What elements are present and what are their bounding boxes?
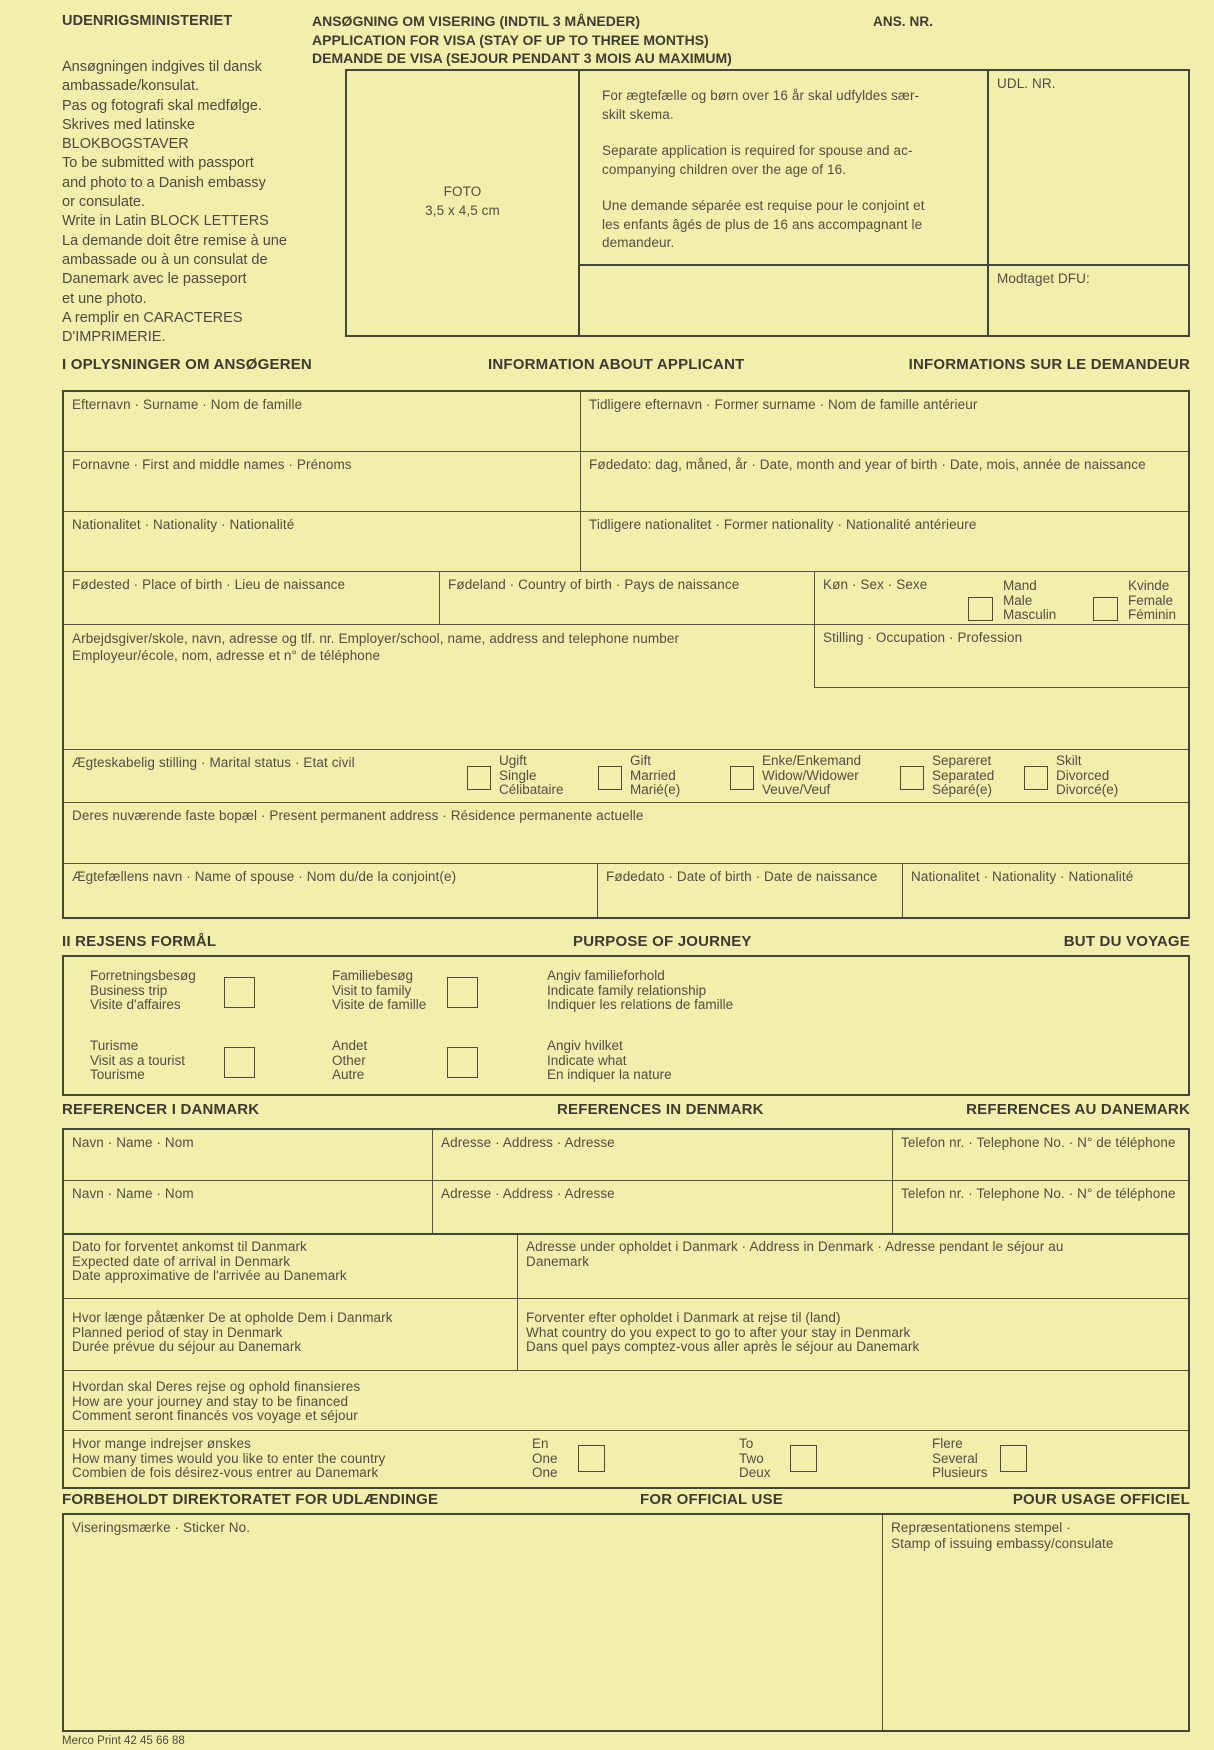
field-spouse-birthdate[interactable] bbox=[597, 864, 902, 917]
tourism-en: Visit as a tourist bbox=[90, 1052, 186, 1068]
official-heading-fr: POUR USAGE OFFICIEL bbox=[1012, 1491, 1190, 1508]
tourism-label bbox=[90, 1039, 185, 1083]
business-da: Forretningsbesøg bbox=[90, 968, 196, 983]
section1-heading-da: I OPLYSNINGER OM ANSØGEREN bbox=[62, 356, 312, 373]
business-trip-label bbox=[90, 969, 196, 1013]
two-da: To bbox=[739, 1436, 754, 1451]
business-en: Business trip bbox=[90, 982, 168, 998]
ministry-title: UDENRIGSMINISTERIET bbox=[62, 13, 233, 29]
arrival-fr: Date approximative de l'arrivée au Danemark bbox=[72, 1268, 347, 1283]
single-fr: Célibataire bbox=[499, 782, 564, 797]
ref2-name-label: Navn · Name · Nom bbox=[72, 1186, 194, 1201]
business-fr: Visite d'affaires bbox=[90, 997, 181, 1012]
instruction-line: ambassade/konsulat. bbox=[62, 78, 200, 95]
field-ref2-name[interactable] bbox=[64, 1181, 432, 1233]
one-entry-label bbox=[532, 1437, 558, 1481]
female-label-en: Female bbox=[1128, 592, 1174, 608]
field-spouse-nationality[interactable] bbox=[902, 864, 1188, 917]
onward-fr: Dans quel pays comptez-vous aller après le séjour au Danemark bbox=[526, 1339, 920, 1354]
modtaget-dfu-field[interactable] bbox=[987, 266, 1188, 335]
former-nationality-label: Tidligere nationalitet · Former nationality · Nationalité antérieure bbox=[589, 517, 977, 532]
other-da: Andet bbox=[332, 1038, 368, 1053]
notice-danish bbox=[602, 87, 977, 124]
field-first-names[interactable] bbox=[64, 452, 580, 511]
checkbox-tourism[interactable] bbox=[224, 1047, 255, 1078]
field-ref1-name[interactable] bbox=[64, 1130, 432, 1180]
row-duration bbox=[64, 1298, 1188, 1370]
field-onward-country[interactable] bbox=[517, 1299, 1188, 1370]
finance-da: Hvordan skal Deres rejse og ophold finansieres bbox=[72, 1379, 361, 1394]
photo-box[interactable] bbox=[347, 71, 580, 335]
arrival-date-label bbox=[64, 1235, 517, 1289]
row-arrival bbox=[64, 1233, 1188, 1298]
references-heading-en: REFERENCES IN DENMARK bbox=[557, 1101, 764, 1118]
section2-heading-da: II REJSENS FORMÅL bbox=[62, 933, 217, 950]
reference-row-1 bbox=[64, 1130, 1188, 1180]
single-option-label bbox=[499, 754, 564, 798]
family-relationship-note bbox=[547, 969, 733, 1013]
family-note-en: Indicate family relationship bbox=[547, 982, 707, 998]
instruction-line: Danemark avec le passeport bbox=[62, 271, 247, 288]
family-note-fr: Indiquer les relations de famille bbox=[547, 997, 734, 1012]
instruction-line: Pas og fotografi skal medfølge. bbox=[62, 97, 262, 114]
field-ref1-phone[interactable] bbox=[892, 1130, 1188, 1180]
married-fr: Marié(e) bbox=[630, 782, 681, 797]
ref1-address-label: Adresse · Address · Adresse bbox=[441, 1135, 615, 1150]
checkbox-several-entries[interactable] bbox=[1000, 1445, 1027, 1472]
notice-line: For ægtefælle og børn over 16 år skal udfyldes sær- bbox=[602, 88, 920, 103]
form-title bbox=[312, 12, 732, 68]
instruction-line: Skrives med latinske bbox=[62, 116, 195, 133]
ref2-address-label: Adresse · Address · Adresse bbox=[441, 1186, 615, 1201]
section1-heading-en: INFORMATION ABOUT APPLICANT bbox=[488, 356, 745, 373]
arrival-en: Expected date of arrival in Denmark bbox=[72, 1253, 291, 1269]
stay-address-line2: Danemark bbox=[526, 1253, 590, 1269]
divorced-option-label bbox=[1056, 754, 1118, 798]
duration-fr: Durée prévue du séjour au Danemark bbox=[72, 1339, 302, 1354]
entries-fr: Combien de fois désirez-vous entrer au Danemark bbox=[72, 1465, 379, 1480]
notice-line: demandeur. bbox=[602, 235, 675, 250]
other-note-da: Angiv hvilket bbox=[547, 1038, 623, 1053]
row-marital-status bbox=[64, 749, 1188, 802]
stay-duration-label bbox=[64, 1299, 517, 1360]
divorced-da: Skilt bbox=[1056, 753, 1082, 768]
former-surname-label: Tidligere efternavn · Former surname · Nom de famille antérieur bbox=[589, 397, 978, 412]
tourism-da: Turisme bbox=[90, 1038, 139, 1053]
birth-country-label: Fødeland · Country of birth · Pays de naissance bbox=[448, 577, 740, 592]
form-title-fr: DEMANDE DE VISA (SEJOUR PENDANT 3 MOIS AU MAXIMUM) bbox=[312, 50, 732, 66]
row-entries bbox=[64, 1430, 1188, 1487]
field-finance[interactable] bbox=[64, 1370, 1188, 1430]
section2-heading-en: PURPOSE OF JOURNEY bbox=[573, 933, 752, 950]
several-da: Flere bbox=[932, 1436, 963, 1451]
instruction-line: or consulate. bbox=[62, 194, 146, 211]
photo-label: FOTO bbox=[443, 184, 482, 199]
instruction-line: BLOKBOGSTAVER bbox=[62, 136, 189, 153]
field-former-nationality[interactable] bbox=[580, 512, 1188, 571]
filing-instructions bbox=[62, 58, 287, 347]
instruction-line: et une photo. bbox=[62, 290, 147, 307]
form-title-en: APPLICATION FOR VISA (STAY OF UP TO THREE MONTHS) bbox=[312, 31, 709, 48]
visa-sticker-label: Viseringsmærke · Sticker No. bbox=[72, 1520, 251, 1535]
single-da: Ugift bbox=[499, 753, 527, 768]
references-table bbox=[62, 1128, 1190, 1489]
checkbox-business-trip[interactable] bbox=[224, 977, 255, 1008]
field-sex bbox=[814, 572, 1188, 624]
instruction-line: A remplir en CARACTERES bbox=[62, 309, 243, 326]
application-number-label: ANS. NR. bbox=[873, 14, 934, 29]
several-entries-label bbox=[932, 1437, 988, 1481]
married-da: Gift bbox=[630, 753, 652, 768]
other-note-en: Indicate what bbox=[547, 1052, 627, 1068]
employer-label bbox=[64, 625, 814, 669]
notice-line: les enfants âgés de plus de 16 ans accompagnant le bbox=[602, 216, 923, 232]
divorced-fr: Divorcé(e) bbox=[1056, 782, 1119, 797]
finance-fr: Comment seront financés vos voyage et séjour bbox=[72, 1408, 358, 1423]
field-employer[interactable] bbox=[64, 625, 814, 749]
male-label-en: Male bbox=[1003, 592, 1033, 608]
modtaget-dfu-label: Modtaget DFU: bbox=[997, 271, 1090, 286]
other-en: Other bbox=[332, 1052, 366, 1068]
duration-da: Hvor længe påtænker De at opholde Dem i Danmark bbox=[72, 1310, 393, 1325]
surname-label: Efternavn · Surname · Nom de famille bbox=[72, 397, 303, 412]
purpose-box bbox=[62, 955, 1190, 1096]
checkbox-female[interactable] bbox=[1093, 597, 1118, 621]
official-use-box bbox=[62, 1513, 1190, 1732]
two-entries-label bbox=[739, 1437, 771, 1481]
permanent-address-label: Deres nuværende faste bopæl · Present permanent address · Résidence permanente actuelle bbox=[72, 808, 644, 823]
instruction-line: ambassade ou à un consulat de bbox=[62, 251, 268, 268]
field-nationality[interactable] bbox=[64, 512, 580, 571]
entries-da: Hvor mange indrejser ønskes bbox=[72, 1436, 252, 1451]
photo-size-label: 3,5 x 4,5 cm bbox=[425, 203, 500, 218]
references-heading-fr: REFERENCES AU DANEMARK bbox=[966, 1101, 1190, 1118]
checkbox-one-entry[interactable] bbox=[578, 1445, 605, 1472]
other-indicate-note bbox=[547, 1039, 672, 1083]
checkbox-other-purpose[interactable] bbox=[447, 1047, 478, 1078]
ref2-phone-label: Telefon nr. · Telephone No. · N° de téléphone bbox=[901, 1186, 1176, 1201]
one-en: One bbox=[532, 1450, 558, 1466]
instruction-line: To be submitted with passport bbox=[62, 155, 254, 172]
onward-da: Forventer efter opholdet i Danmark at rejse til (land) bbox=[526, 1310, 841, 1325]
section1-heading-fr: INFORMATIONS SUR LE DEMANDEUR bbox=[908, 356, 1190, 373]
official-heading-da: FORBEHOLDT DIREKTORATET FOR UDLÆNDINGE bbox=[62, 1491, 439, 1508]
checkbox-divorced[interactable] bbox=[1024, 766, 1048, 790]
family-note-da: Angiv familieforhold bbox=[547, 968, 665, 983]
notice-line: Separate application is required for spouse and ac- bbox=[602, 143, 913, 158]
checkbox-separated[interactable] bbox=[900, 766, 924, 790]
entries-en: How many times would you like to enter the country bbox=[72, 1450, 386, 1466]
onward-country-label bbox=[518, 1299, 1188, 1360]
finance-en: How are your journey and stay to be financed bbox=[72, 1393, 349, 1409]
field-former-surname[interactable] bbox=[580, 392, 1188, 451]
checkbox-two-entries[interactable] bbox=[790, 1445, 817, 1472]
arrival-da: Dato for forventet ankomst til Danmark bbox=[72, 1239, 307, 1254]
instruction-line: La demande doit être remise à une bbox=[62, 232, 287, 249]
birthdate-label: Fødedato: dag, måned, år · Date, month and year of birth · Date, mois, année de naissance bbox=[589, 457, 1146, 472]
separate-application-notice bbox=[580, 71, 987, 266]
notice-line: companying children over the age of 16. bbox=[602, 161, 847, 177]
separated-option-label bbox=[932, 754, 994, 798]
row-nationality bbox=[64, 511, 1188, 571]
widowed-fr: Veuve/Veuf bbox=[762, 782, 831, 797]
other-note-fr: En indiquer la nature bbox=[547, 1067, 672, 1082]
checkbox-family-visit[interactable] bbox=[447, 977, 478, 1008]
one-fr: One bbox=[532, 1465, 558, 1480]
other-purpose-label bbox=[332, 1039, 367, 1083]
row-employer-occupation bbox=[64, 624, 1188, 749]
header-table bbox=[345, 69, 1190, 337]
widowed-option-label bbox=[762, 754, 861, 798]
separated-fr: Séparé(e) bbox=[932, 782, 993, 797]
two-en: Two bbox=[739, 1450, 764, 1466]
family-fr: Visite de famille bbox=[332, 997, 427, 1012]
spouse-birthdate-label: Fødedato · Date of birth · Date de naissance bbox=[606, 869, 878, 884]
field-occupation[interactable] bbox=[814, 625, 1188, 688]
notice-french bbox=[602, 197, 977, 253]
tourism-fr: Tourisme bbox=[90, 1067, 145, 1082]
udl-nr-label: UDL. NR. bbox=[997, 76, 1056, 91]
separated-da: Separeret bbox=[932, 753, 992, 768]
instruction-line: Ansøgningen indgives til dansk bbox=[62, 59, 262, 75]
male-option-label bbox=[1003, 579, 1056, 623]
family-en: Visit to family bbox=[332, 982, 412, 998]
widowed-en: Widow/Widower bbox=[762, 767, 859, 783]
row-birthplace-sex bbox=[64, 571, 1188, 624]
row-first-names bbox=[64, 451, 1188, 511]
separated-en: Separated bbox=[932, 767, 995, 783]
field-arrival-date[interactable] bbox=[64, 1235, 517, 1298]
references-heading-da: REFERENCER I DANMARK bbox=[62, 1101, 260, 1118]
field-ref2-phone[interactable] bbox=[892, 1181, 1188, 1233]
notice-english bbox=[602, 142, 977, 179]
occupation-label: Stilling · Occupation · Profession bbox=[823, 630, 1023, 645]
male-label-da: Mand bbox=[1003, 578, 1037, 593]
field-permanent-address[interactable] bbox=[64, 802, 1188, 863]
family-visit-label bbox=[332, 969, 426, 1013]
spouse-name-label: Ægtefællens navn · Name of spouse · Nom du/de la conjoint(e) bbox=[72, 869, 457, 884]
stay-address-line1: Adresse under opholdet i Danmark · Address in Denmark · Adresse pendant le séjour au bbox=[526, 1239, 1064, 1254]
notice-line: Une demande séparée est requise pour le conjoint et bbox=[602, 198, 925, 213]
checkbox-widowed[interactable] bbox=[730, 766, 754, 790]
male-label-fr: Masculin bbox=[1003, 607, 1057, 622]
divorced-en: Divorced bbox=[1056, 767, 1110, 783]
field-birthplace[interactable] bbox=[64, 572, 439, 624]
official-heading-en: FOR OFFICIAL USE bbox=[640, 1491, 783, 1508]
printer-credit: Merco Print 42 45 66 88 bbox=[62, 1735, 185, 1747]
field-birthdate[interactable] bbox=[580, 452, 1188, 511]
employer-label-line1: Arbejdsgiver/skole, navn, adresse og tlf. nr. Employer/school, name, address and telephone number bbox=[72, 631, 680, 646]
stamp-label-line1: Repræsentationens stempel · bbox=[891, 1520, 1071, 1535]
checkbox-married[interactable] bbox=[598, 766, 622, 790]
field-stay-duration[interactable] bbox=[64, 1299, 517, 1370]
two-fr: Deux bbox=[739, 1465, 771, 1480]
onward-en: What country do you expect to go to after your stay in Denmark bbox=[526, 1324, 911, 1340]
several-en: Several bbox=[932, 1450, 978, 1466]
udl-nr-field[interactable] bbox=[987, 71, 1188, 266]
spouse-nationality-label: Nationalitet · Nationality · Nationalité bbox=[911, 869, 1134, 884]
other-fr: Autre bbox=[332, 1067, 365, 1082]
applicant-table bbox=[62, 390, 1190, 919]
reference-row-2 bbox=[64, 1180, 1188, 1233]
checkbox-male[interactable] bbox=[968, 597, 993, 621]
field-surname[interactable] bbox=[64, 392, 580, 451]
duration-en: Planned period of stay in Denmark bbox=[72, 1324, 283, 1340]
instruction-line: D'IMPRIMERIE. bbox=[62, 329, 166, 346]
checkbox-single[interactable] bbox=[467, 766, 491, 790]
field-spouse-name[interactable] bbox=[64, 864, 597, 917]
ref1-phone-label: Telefon nr. · Telephone No. · N° de téléphone bbox=[901, 1135, 1176, 1150]
married-option-label bbox=[630, 754, 680, 798]
female-label-da: Kvinde bbox=[1128, 578, 1170, 593]
form-title-da: ANSØGNING OM VISERING (INDTIL 3 MÅNEDER) bbox=[312, 13, 640, 29]
field-birth-country[interactable] bbox=[439, 572, 814, 624]
entries-label bbox=[72, 1437, 385, 1481]
several-fr: Plusieurs bbox=[932, 1465, 988, 1480]
instruction-line: Write in Latin BLOCK LETTERS bbox=[62, 213, 269, 230]
stamp-label-line2: Stamp of issuing embassy/consulate bbox=[891, 1535, 1114, 1551]
female-label-fr: Féminin bbox=[1128, 607, 1177, 622]
widowed-da: Enke/Enkemand bbox=[762, 753, 862, 768]
field-visa-sticker[interactable] bbox=[64, 1515, 882, 1730]
field-ref2-address[interactable] bbox=[432, 1181, 892, 1233]
instruction-line: and photo to a Danish embassy bbox=[62, 174, 266, 191]
row-spouse bbox=[64, 863, 1188, 917]
single-en: Single bbox=[499, 767, 537, 783]
field-ref1-address[interactable] bbox=[432, 1130, 892, 1180]
one-da: En bbox=[532, 1436, 549, 1451]
field-address-in-denmark[interactable] bbox=[517, 1235, 1188, 1298]
ref1-name-label: Navn · Name · Nom bbox=[72, 1135, 194, 1150]
birthplace-label: Fødested · Place of birth · Lieu de naissance bbox=[72, 577, 346, 592]
notice-line: skilt skema. bbox=[602, 106, 674, 122]
employer-label-line2: Employeur/école, nom, adresse et n° de téléphone bbox=[72, 648, 381, 663]
married-en: Married bbox=[630, 767, 676, 783]
family-da: Familiebesøg bbox=[332, 968, 414, 983]
finance-label bbox=[64, 1371, 1188, 1429]
female-option-label bbox=[1128, 579, 1176, 623]
field-embassy-stamp[interactable] bbox=[882, 1515, 1188, 1730]
marital-status-label: Ægteskabelig stilling · Marital status · Etat civil bbox=[72, 755, 355, 770]
nationality-label: Nationalitet · Nationality · Nationalité bbox=[72, 517, 295, 532]
row-surname bbox=[64, 392, 1188, 451]
sex-label: Køn · Sex · Sexe bbox=[823, 577, 928, 592]
first-names-label: Fornavne · First and middle names · Prénoms bbox=[72, 457, 352, 472]
address-in-denmark-label bbox=[518, 1235, 1188, 1274]
embassy-stamp-label bbox=[883, 1515, 1188, 1556]
section2-heading-fr: BUT DU VOYAGE bbox=[1063, 933, 1190, 950]
